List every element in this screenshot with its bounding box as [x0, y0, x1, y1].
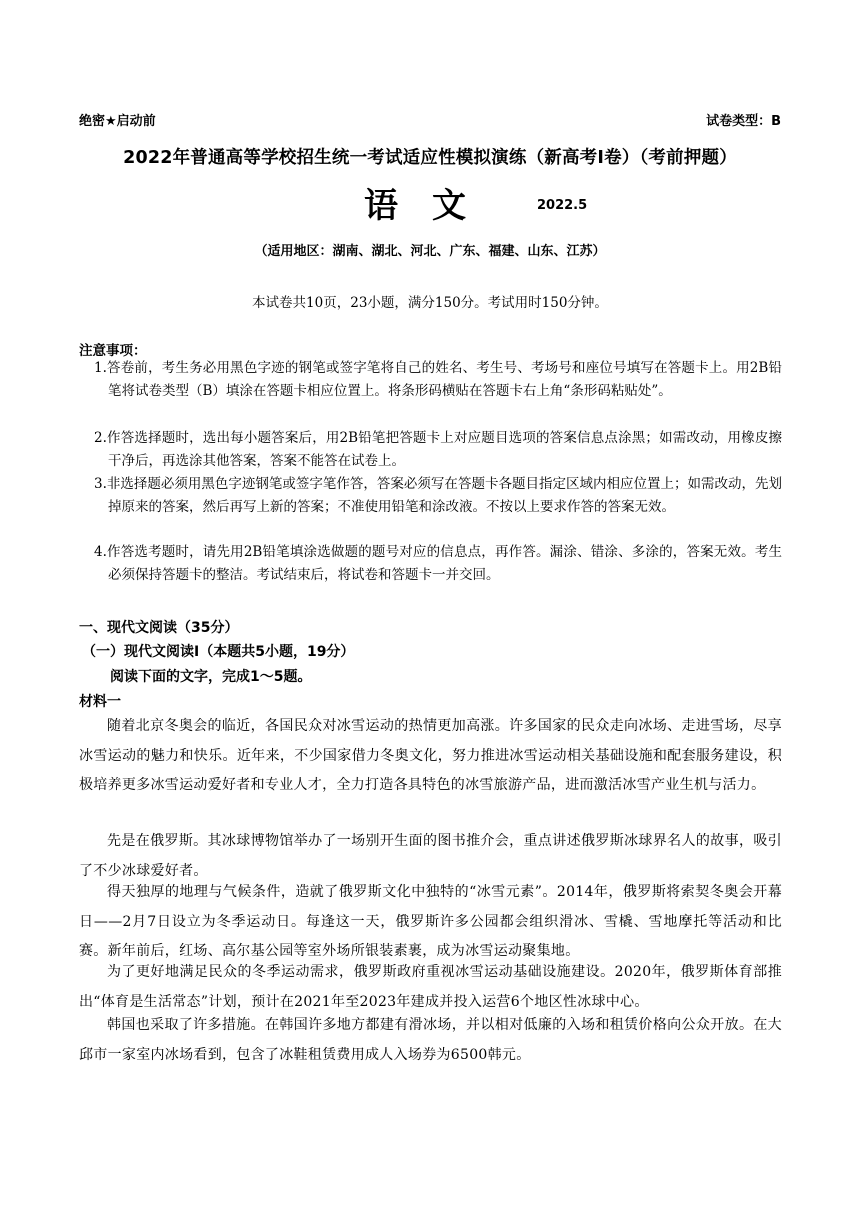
article-paragraph: 随着北京冬奥会的临近，各国民众对冰雪运动的热情更加高涨。许多国家的民众走向冰场、走进雪场，尽享冰雪运动的魅力和快乐。近年来，不少国家借力冬奥文化，努力推进冰雪运动相关基础设施和配套服务建设，积极培养更多冰雪运动爱好者和专业人才，全力打造各具特色的冰雪旅游产品，进而激活冰雪产业生机与活力。: [79, 718, 782, 794]
exam-date: 2022.5: [537, 198, 588, 213]
article-paragraph: 韩国也采取了许多措施。在韩国许多地方都建有滑冰场，并以相对低廉的入场和租赁价格向公众开放。在大邱市一家室内冰场看到，包含了冰鞋租赁费用成人入场券为6500韩元。: [79, 1017, 782, 1063]
article-paragraph: 先是在俄罗斯。其冰球博物馆举办了一场别开生面的图书推介会，重点讲述俄罗斯冰球界名人的故事，吸引了不少冰球爱好者。: [79, 833, 782, 879]
material-label: 材料一: [79, 694, 121, 710]
exam-title: 2022年普通高等学校招生统一考试适应性模拟演练（新高考Ⅰ卷）（考前押题）: [123, 148, 737, 168]
article-paragraph: 为了更好地满足民众的冬季运动需求，俄罗斯政府重视冰雪运动基础设施建设。2020年，俄罗斯体育部推出“体育是生活常态”计划，预计在2021年至2023年建成并投入运营6个地区性冰球中心。: [79, 964, 782, 1010]
article-paragraph: 得天独厚的地理与气候条件，造就了俄罗斯文化中独特的“冰雪元素”。2014年，俄罗斯将索契冬奥会开幕日——2月7日设立为冬季运动日。每逢这一天，俄罗斯许多公园都会组织滑冰、雪橇、雪地摩托等活动和比赛。新年前后，红场、高尔基公园等室外场所银装素裹，成为冰雪运动聚集地。: [79, 884, 782, 960]
section-heading: 一、现代文阅读（35分）: [79, 620, 239, 636]
exam-info: 本试卷共10页，23小题，满分150分。考试用时150分钟。: [252, 295, 608, 311]
confidential-label: 绝密★启动前: [79, 114, 156, 129]
applicable-regions: （适用地区：湖南、湖北、河北、广东、福建、山东、江苏）: [254, 244, 606, 259]
notice-item: 3.非选择题必须用黑色字迹钢笔或签字笔作答，答案必须写在答题卡各题目指定区域内相应位置上；如需改动，先划掉原来的答案，然后再写上新的答案；不准使用铅笔和涂改液。不按以上要求作答的答案无效。: [94, 476, 782, 516]
reading-instruction: 阅读下面的文字，完成1～5题。: [110, 669, 312, 685]
notice-heading: 注意事项：: [79, 343, 147, 359]
subject-title: 语文: [364, 186, 500, 226]
notice-item: 1.答卷前，考生务必用黑色字迹的钢笔或签字笔将自己的姓名、考生号、考场号和座位号填写在答题卡上。用2B铅笔将试卷类型（B）填涂在答题卡相应位置上。将条形码横贴在答题卡右上角“条形码粘贴处”。: [94, 360, 782, 400]
subsection-heading: （一）现代文阅读Ⅰ（本题共5小题，19分）: [82, 644, 355, 660]
paper-type-label: 试卷类型：B: [706, 114, 781, 129]
notice-item: 4.作答选考题时，请先用2B铅笔填涂选做题的题号对应的信息点，再作答。漏涂、错涂、多涂的，答案无效。考生必须保持答题卡的整洁。考试结束后，将试卷和答题卡一并交回。: [94, 544, 782, 584]
notice-item: 2.作答选择题时，选出每小题答案后，用2B铅笔把答题卡上对应题目选项的答案信息点涂黑；如需改动，用橡皮擦干净后，再选涂其他答案，答案不能答在试卷上。: [94, 430, 782, 470]
